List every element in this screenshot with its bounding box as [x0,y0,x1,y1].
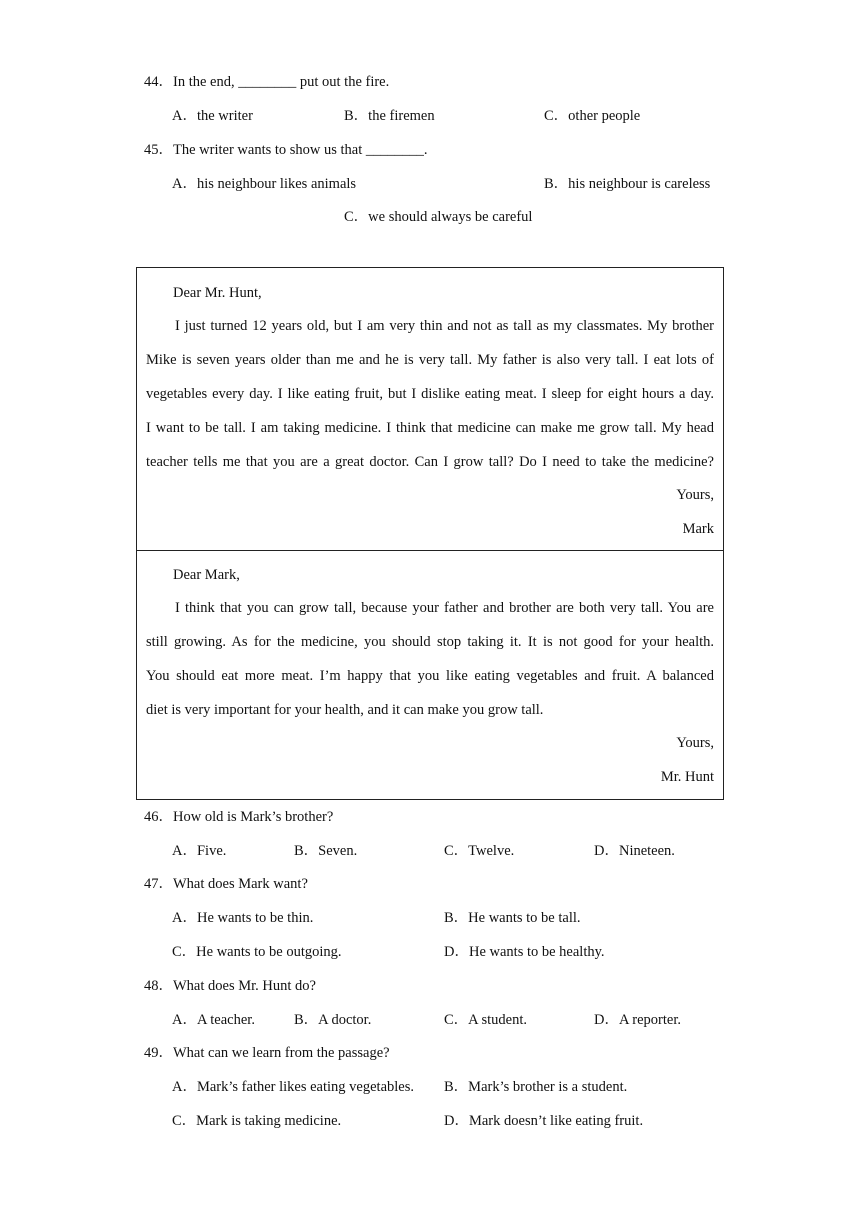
question-47-stem: 47．What does Mark want? [144,876,308,892]
question-45-stem: 45．The writer wants to show us that ________. [144,142,428,158]
question-45-option-c: C．we should always be careful [344,209,533,225]
question-44-option-a: A．the writer [172,108,253,124]
letter-2-closing: Yours, [676,735,714,751]
letter-1-line: I want to be tall. I am taking medicine. I think that medicine can make me grow tall. My head [146,420,714,436]
question-47-option-a: A．He wants to be thin. [172,910,314,926]
question-47-option-d: D．He wants to be healthy. [444,944,605,960]
letter-from-mark [136,267,724,551]
question-49-stem: 49．What can we learn from the passage? [144,1045,390,1061]
question-44-option-c: C．other people [544,108,641,124]
question-49-option-d: D．Mark doesn’t like eating fruit. [444,1113,644,1129]
question-46-option-a: A．Five. [172,843,227,859]
question-49-option-b: B．Mark’s brother is a student. [444,1079,628,1095]
question-48-option-c: C．A student. [444,1012,527,1028]
question-47-option-c: C．He wants to be outgoing. [172,944,342,960]
question-46-option-b: B．Seven. [294,843,358,859]
question-46-option-c: C．Twelve. [444,843,515,859]
letter-2-greeting: Dear Mark, [173,567,240,583]
question-48-option-d: D．A reporter. [594,1012,681,1028]
letter-1-line: teacher tells me that you are a great doctor. Can I grow tall? Do I need to take the medicine? [146,454,714,470]
question-46-stem: 46．How old is Mark’s brother? [144,809,334,825]
letter-2-line: diet is very important for your health, and it can make you grow tall. [146,702,544,718]
question-45-option-b: B．his neighbour is careless [544,176,711,192]
letter-1-line: vegetables every day. I like eating fruit, but I dislike eating meat. I sleep for eight hours a day. [146,386,714,402]
question-48-option-a: A．A teacher. [172,1012,255,1028]
question-49-option-c: C．Mark is taking medicine. [172,1113,342,1129]
letter-2-signature: Mr. Hunt [660,769,714,785]
letter-2-line: still growing. As for the medicine, you should stop taking it. It is not good for your health. [146,634,714,650]
question-44-stem: 44．In the end, ________ put out the fire. [144,74,390,90]
letter-from-mr-hunt [136,550,724,800]
question-48-stem: 48．What does Mr. Hunt do? [144,978,316,994]
letter-1-signature: Mark [682,521,714,537]
question-46-option-d: D．Nineteen. [594,843,675,859]
letter-1-line: I just turned 12 years old, but I am very thin and not as tall as my classmates. My brother [175,318,714,334]
letter-2-line: I think that you can grow tall, because your father and brother are both very tall. You are [175,600,714,616]
letter-2-line: You should eat more meat. I’m happy that you like eating vegetables and fruit. A balanced [146,668,714,684]
question-48-option-b: B．A doctor. [294,1012,372,1028]
question-45-option-a: A．his neighbour likes animals [172,176,357,192]
question-44-option-b: B．the firemen [344,108,435,124]
letter-1-line: Mike is seven years older than me and he is very tall. My father is also very tall. I eat lots of [146,352,714,368]
letter-1-greeting: Dear Mr. Hunt, [173,285,262,301]
question-49-option-a: A．Mark’s father likes eating vegetables. [172,1079,414,1095]
letter-1-closing: Yours, [676,487,714,503]
question-47-option-b: B．He wants to be tall. [444,910,581,926]
